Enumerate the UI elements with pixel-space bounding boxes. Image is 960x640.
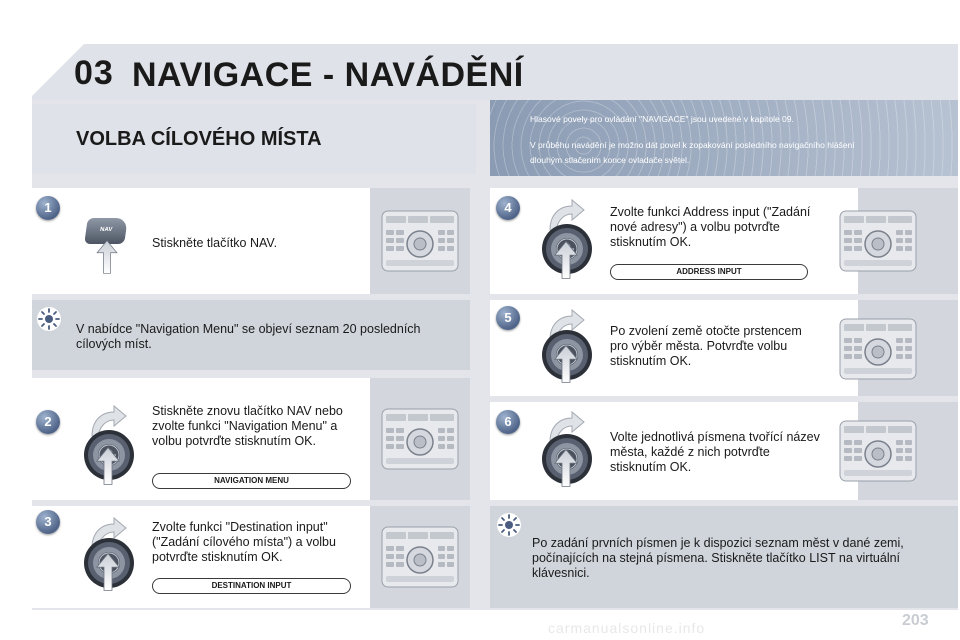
radio-unit-icon bbox=[381, 526, 459, 588]
chapter-title: NAVIGACE - NAVÁDĚNÍ bbox=[132, 56, 524, 94]
radio-unit-icon bbox=[381, 210, 459, 272]
radio-unit-icon bbox=[839, 318, 917, 380]
tip-left-text: V nabídce "Navigation Menu" se objeví seznam 20 posledních cílových míst. bbox=[76, 322, 421, 351]
navigation-menu-button: NAVIGATION MENU bbox=[152, 473, 351, 489]
press-up-arrow-icon bbox=[96, 446, 120, 486]
info-line-3: dlouhým stlačením konce ovladače světel. bbox=[530, 155, 690, 165]
press-up-arrow-icon bbox=[554, 448, 578, 488]
address-input-button: ADDRESS INPUT bbox=[610, 264, 808, 280]
step-1-badge: 1 bbox=[36, 196, 60, 220]
press-up-arrow-icon bbox=[554, 344, 578, 384]
step-4-badge: 4 bbox=[496, 196, 520, 220]
press-up-arrow-icon bbox=[96, 552, 120, 592]
press-up-arrow-icon bbox=[94, 240, 120, 274]
tip-icon bbox=[36, 306, 62, 332]
step-6-text: Volte jednotlivá písmena tvořící název města, každé z nich potvrďte stisknutím OK. bbox=[610, 430, 820, 474]
page-number: 203 bbox=[902, 612, 929, 629]
info-line-2: V průběhu navádění je možno dát povel k zopakování posledního navigačního hlášení bbox=[530, 140, 855, 150]
tip-right-text: Po zadání prvních písmen je k dispozici seznam měst v dané zemi, počínajících na stejná písmena. Stiskněte tlačítko LIST na virtuální klávesnici. bbox=[532, 536, 904, 580]
step-1-text: Stiskněte tlačítko NAV. bbox=[152, 236, 278, 250]
step-5-text: Po zvolení země otočte prstencem pro výběr města. Potvrďte volbu stisknutím OK. bbox=[610, 324, 802, 368]
step-5-badge: 5 bbox=[496, 306, 520, 330]
radio-unit-icon bbox=[839, 210, 917, 272]
step-4-text: Zvolte funkci Address input ("Zadání nové adresy") a volbu potvrďte stisknutím OK. bbox=[610, 205, 811, 249]
step-6-badge: 6 bbox=[496, 410, 520, 434]
step-2-badge: 2 bbox=[36, 410, 60, 434]
info-line-1: Hlasové povely pro ovládání "NAVIGACE" jsou uvedené v kapitole 09. bbox=[530, 114, 794, 124]
tip-icon bbox=[496, 512, 522, 538]
radio-unit-icon bbox=[839, 420, 917, 482]
step-3-text: Zvolte funkci "Destination input" ("Zadání cílového místa") a volbu potvrďte stisknutím OK. bbox=[152, 520, 336, 564]
radio-unit-icon bbox=[381, 408, 459, 470]
destination-input-button: DESTINATION INPUT bbox=[152, 578, 351, 594]
chapter-number: 03 bbox=[74, 54, 114, 92]
press-up-arrow-icon bbox=[554, 240, 578, 280]
step-3-badge: 3 bbox=[36, 510, 60, 534]
step-2-text: Stiskněte znovu tlačítko NAV nebo zvolte funkci "Navigation Menu" a volbu potvrďte stisknutím OK. bbox=[152, 404, 343, 448]
nav-key-icon: NAV bbox=[84, 218, 128, 244]
watermark: carmanualsonline.info bbox=[548, 620, 706, 636]
section-title: VOLBA CÍLOVÉHO MÍSTA bbox=[76, 128, 322, 150]
